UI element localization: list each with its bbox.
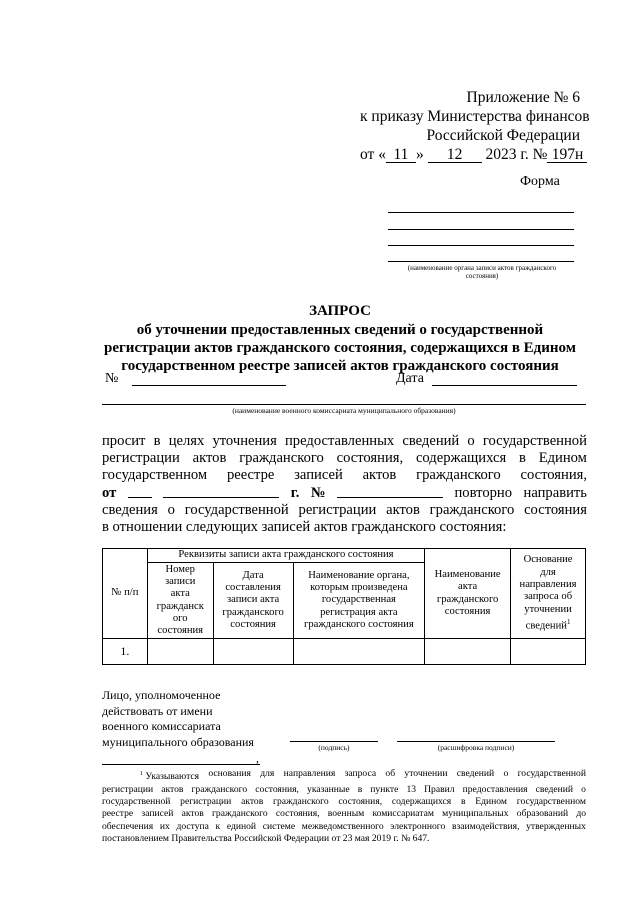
body-number-label: № (310, 484, 326, 501)
annex-day: 11 (386, 147, 416, 163)
footnote-line-5: обеспечения их доступа к единой системе межведомственного электронного взаимодействия, утвержденных (102, 820, 586, 832)
body-word: государственном (102, 467, 208, 484)
header-organ: Наименование органа, которым произведена государственная регистрация акта гражданского состояния (293, 563, 425, 639)
signature-caption: (подпись) (318, 743, 350, 752)
signature-line (290, 741, 378, 742)
body-year-label: г. (290, 484, 300, 501)
body-word: реестре (226, 467, 275, 484)
table-header-row-1 (103, 549, 586, 563)
annex-date-prefix: от « (360, 146, 386, 163)
request-body (102, 433, 587, 536)
signatory-line-4: муниципального образования (102, 734, 254, 749)
decode-line (397, 741, 555, 742)
body-word: сведений (402, 433, 460, 449)
body-word: регистрации (298, 501, 377, 518)
table-row (103, 639, 586, 665)
decode-caption: (расшифровка подписи) (437, 743, 515, 752)
body-word: состояния, (520, 467, 587, 484)
row-cell (213, 639, 293, 665)
annex-date-mid: » (415, 146, 424, 163)
org-line-2 (388, 229, 574, 230)
doc-subtitle-3: государственном реестре записей актов гражданского состояния (121, 358, 559, 374)
org-caption-line-2: состояния) (465, 272, 499, 280)
footnote-line-3: государственной регистрации актов гражданского состояния, содержащихся в Едином государственном (102, 796, 586, 807)
footnote-line-4: реестре записей актов гражданского состояния, военным комиссариатам муниципальных образований до (102, 808, 586, 820)
header-date: Дата составления записи акта гражданского состояния (213, 563, 293, 639)
body-word: гражданского (429, 501, 515, 518)
prev-number-blank (337, 485, 443, 498)
annex-date (360, 145, 584, 164)
request-number-label: № (105, 371, 119, 386)
signatory-block (102, 688, 254, 750)
header-act-name: Наименование акта гражданского состояния (425, 549, 511, 639)
body-word: направить (523, 484, 587, 501)
body-word: актов (386, 501, 420, 518)
annex-title: Приложение № 6 (466, 89, 580, 106)
body-line-6 (102, 519, 587, 536)
request-number-line (132, 385, 286, 386)
org-caption (384, 264, 580, 280)
body-word: повторно (454, 484, 513, 501)
signatory-line-2: действовать от имени (102, 703, 213, 718)
request-date-label: Дата (396, 371, 424, 386)
annex-year: 2023 г. № (485, 146, 548, 163)
records-table (102, 548, 586, 665)
body-last-line: в отношении следующих записей актов гражданского состояния: (102, 519, 507, 536)
row-no: 1. (103, 639, 148, 665)
body-line-1 (102, 433, 587, 450)
footnote-separator (102, 764, 260, 765)
commissariat-line (102, 404, 586, 405)
footnote-line-1: $^1$ Указываются основания для направления запроса об уточнении сведений о государственной (140, 768, 586, 783)
body-word: гражданского (239, 450, 324, 467)
body-word: сведения (102, 501, 158, 518)
body-word: Едином (538, 450, 587, 467)
request-date-line (432, 385, 577, 386)
body-word: государственной (184, 501, 289, 518)
body-word: состояния, (336, 450, 404, 467)
body-word: о (467, 433, 475, 449)
doc-title: ЗАПРОС (309, 303, 371, 319)
annex-order: к приказу Министерства финансов (360, 108, 590, 125)
body-word: гражданского (416, 467, 501, 484)
signatory-line-1: Лицо, уполномоченное (102, 688, 221, 702)
header-group: Реквизиты записи акта гражданского состояния (147, 549, 424, 563)
doc-subtitle-1: об уточнении предоставленных сведений о государственной (136, 322, 544, 338)
annex-block (360, 88, 590, 164)
org-caption-line-1: (наименование органа записи актов гражданского (407, 264, 557, 272)
body-word: целях (168, 433, 205, 449)
annex-country: Российской Федерации (426, 127, 580, 144)
body-line-3 (102, 467, 587, 484)
header-no: № п/п (103, 549, 148, 639)
header-record-no: Номер записи акта гражданск ого состояния (147, 563, 213, 639)
signature-comma: , (256, 751, 259, 765)
row-cell (425, 639, 511, 665)
body-word: просит (102, 433, 146, 449)
body-word: о (167, 501, 175, 518)
annex-month: 12 (428, 147, 482, 163)
form-label: Форма (520, 174, 560, 189)
body-line-2 (102, 450, 587, 467)
body-word: актов (192, 450, 227, 467)
body-word: государственной (482, 433, 587, 449)
signatory-line-3: военного комиссариата (102, 719, 221, 733)
body-word: в (153, 433, 161, 449)
footnote-line-6: постановлением Правительства Российской Федерации от 23 мая 2019 г. № 647. (102, 833, 430, 845)
commissariat-caption: (наименование военного комиссариата муниципального образования) (232, 406, 456, 415)
from-month-blank (163, 485, 279, 498)
row-cell (293, 639, 425, 665)
body-word: состояния (524, 501, 587, 518)
org-line-3 (388, 245, 574, 246)
org-line-1 (388, 212, 574, 213)
row-cell (511, 639, 586, 665)
body-word: актов (362, 467, 397, 484)
from-day-blank (128, 485, 152, 498)
header-basis: Основание для направления запроса об уточнении сведений$^1$ (511, 549, 586, 639)
body-from-label: от (102, 484, 117, 501)
doc-subtitle-2: регистрации актов гражданского состояния, содержащихся в Едином (104, 340, 576, 356)
body-word: в (518, 450, 526, 467)
footnote (102, 768, 586, 846)
footnote-mark: 1 (140, 771, 143, 777)
annex-number: 197н (547, 147, 587, 163)
body-word: содержащихся (415, 450, 507, 467)
body-line-4 (102, 485, 587, 502)
body-word: записей (294, 467, 343, 484)
org-line-4 (388, 261, 574, 262)
footnote-line-2: регистрации актов гражданского состояния, указанные в пункте 13 Правил предоставления сведений о (102, 783, 586, 795)
row-cell (147, 639, 213, 665)
body-word: уточнения (212, 433, 277, 449)
body-word: регистрации (102, 450, 180, 467)
body-line-5 (102, 502, 587, 519)
basis-footnote-mark: 1 (566, 617, 571, 626)
body-word: предоставленных (285, 433, 395, 449)
